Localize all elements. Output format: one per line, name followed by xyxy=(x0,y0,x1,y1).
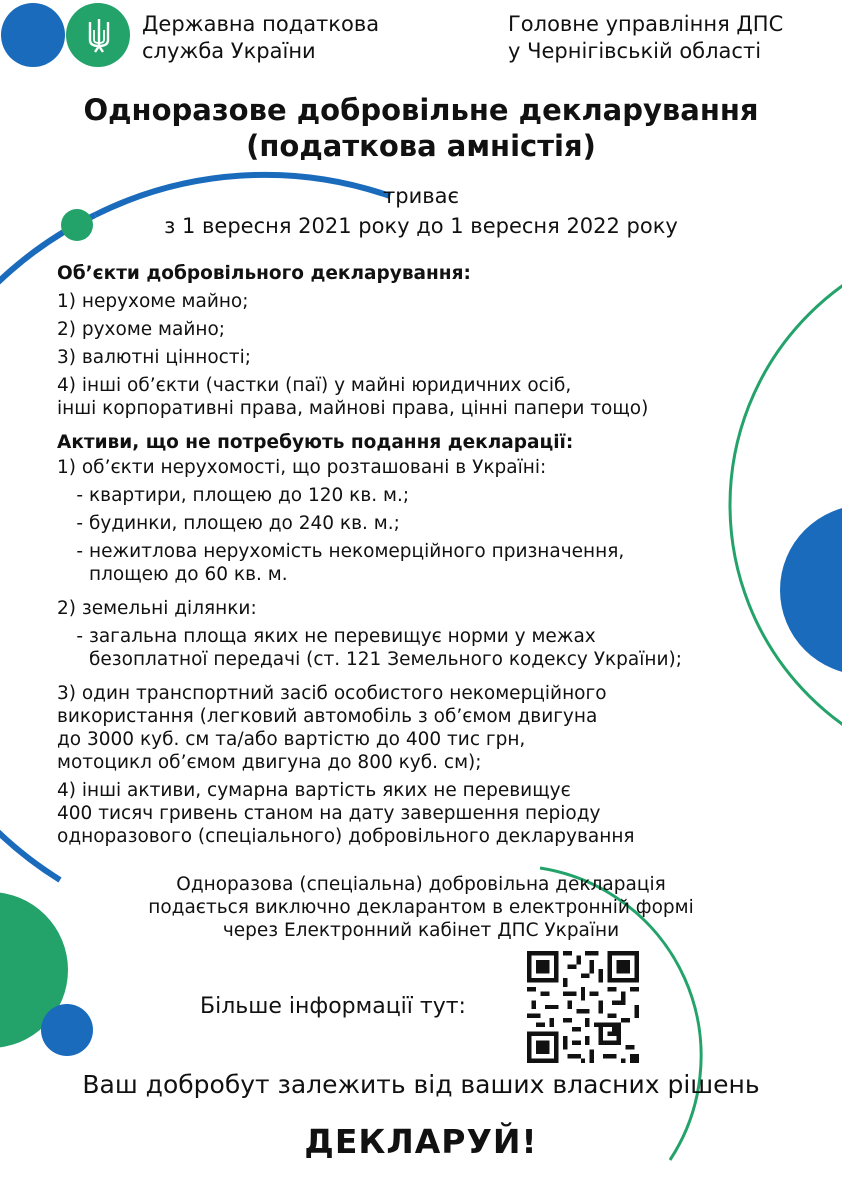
land-bullet-cont xyxy=(57,648,797,671)
land-bullet xyxy=(57,625,797,648)
bottom-left-blue-circle xyxy=(41,1004,93,1056)
bullet-dash: - xyxy=(76,485,83,506)
header-right-org xyxy=(508,11,783,65)
real-estate-bullet xyxy=(57,540,797,563)
title-line1: Одноразове добровільне декларування xyxy=(83,93,759,127)
land-title: 2) земельні ділянки: xyxy=(57,598,257,619)
bullet-text: площею до 60 кв. м. xyxy=(89,564,288,585)
objects-item: 3) валютні цінності; xyxy=(57,347,251,368)
header-blue-circle xyxy=(1,3,65,67)
period-line1: триває xyxy=(383,184,459,208)
real-estate-bullet xyxy=(57,512,797,535)
objects-item: 2) рухоме майно; xyxy=(57,319,226,340)
assets-heading: Активи, що не потребують подання декларації: xyxy=(57,432,574,453)
vehicle-line: використання (легковий автомобіль з об’ємом двигуна xyxy=(57,706,598,727)
bullet-dash: - xyxy=(76,626,83,647)
other-assets-line: одноразового (спеціального) добровільного декларування xyxy=(57,826,635,847)
more-info-label: Більше інформації тут: xyxy=(200,994,466,1019)
real-estate-title: 1) об’єкти нерухомості, що розташовані в Україні: xyxy=(57,457,547,478)
objects-item: 4) інші об’єкти (частки (паї) у майні юридичних осіб, xyxy=(57,375,572,396)
submission-note xyxy=(0,873,842,942)
campaign-period xyxy=(0,181,842,241)
other-assets-line: 400 тисяч гривень станом на дату завершення періоду xyxy=(57,803,601,824)
vehicle-line: до 3000 куб. см та/або вартістю до 400 тис грн, xyxy=(57,729,526,750)
page-title xyxy=(0,92,842,164)
bullet-dash: - xyxy=(76,513,83,534)
bullet-text: нежитлова нерухомість некомерційного призначення, xyxy=(89,541,625,562)
call-to-action: ДЕКЛАРУЙ! xyxy=(304,1122,538,1161)
bullet-dash: - xyxy=(76,541,83,562)
main-content xyxy=(57,262,797,848)
submission-line: Одноразова (спеціальна) добровільна декларація xyxy=(176,874,666,895)
header-right-line2: у Чернігівській області xyxy=(508,39,762,63)
submission-line: подається виключно декларантом в електронній формі xyxy=(148,897,694,918)
slogan: Ваш добробут залежить від ваших власних рішень xyxy=(82,1070,760,1099)
header-left-line1: Державна податкова xyxy=(142,12,380,36)
real-estate-bullet-cont xyxy=(57,563,797,586)
objects-heading: Об’єкти добровільного декларування: xyxy=(57,263,471,284)
real-estate-bullet xyxy=(57,484,797,507)
trident-icon xyxy=(86,16,112,56)
other-assets-line: 4) інші активи, сумарна вартість яких не перевищує xyxy=(57,780,571,801)
dps-emblem xyxy=(86,16,112,56)
bullet-text: загальна площа яких не перевищує норми у межах xyxy=(89,626,596,647)
vehicle-line: 3) один транспортний засіб особистого некомерційного xyxy=(57,683,607,704)
title-line2: (податкова амністія) xyxy=(246,129,596,163)
header-left-org xyxy=(142,11,379,65)
bullet-text: безоплатної передачі (ст. 121 Земельного кодексу України); xyxy=(89,649,682,670)
submission-line: через Електронний кабінет ДПС України xyxy=(222,920,620,941)
qr-code[interactable] xyxy=(526,951,640,1063)
objects-item: 1) нерухоме майно; xyxy=(57,291,249,312)
bullet-text: будинки, площею до 240 кв. м.; xyxy=(89,513,400,534)
vehicle-line: мотоцикл об’ємом двигуна до 800 куб. см); xyxy=(57,752,482,773)
objects-item: інші корпоративні права, майнові права, цінні папери тощо) xyxy=(57,398,649,419)
header-left-line2: служба України xyxy=(142,39,316,63)
bullet-text: квартири, площею до 120 кв. м.; xyxy=(89,485,410,506)
period-line2: з 1 вересня 2021 року до 1 вересня 2022 року xyxy=(164,214,678,238)
header-right-line1: Головне управління ДПС xyxy=(508,12,784,36)
